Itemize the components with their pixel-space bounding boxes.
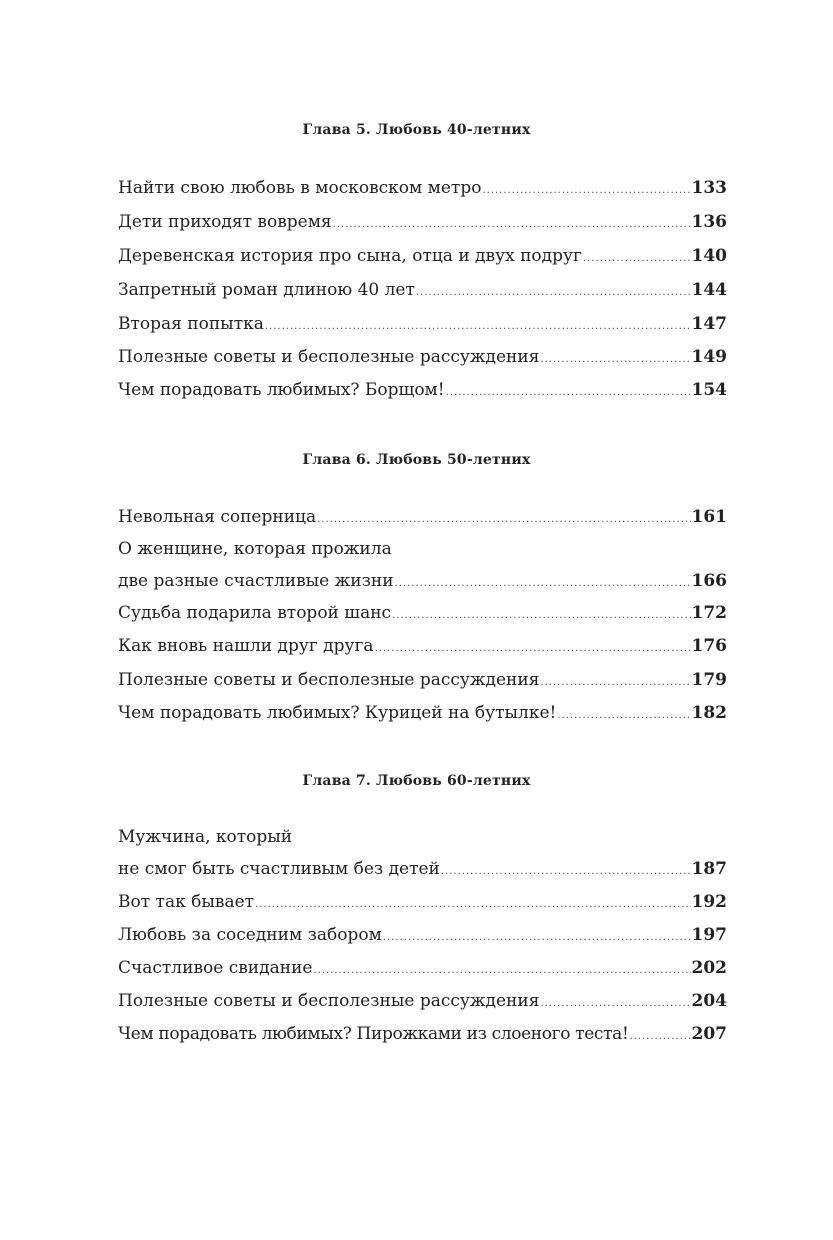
entry-title: Невольная соперница <box>118 507 317 527</box>
entry-title: Счастливое свидание <box>118 958 313 978</box>
page-number: 136 <box>691 212 727 232</box>
entry-title: Полезные советы и бесполезные рассуждения <box>118 670 540 690</box>
page-number: 144 <box>691 280 727 300</box>
page-number: 172 <box>691 603 727 623</box>
entry-title: Деревенская история про сына, отца и двух подруг <box>118 246 582 266</box>
toc-entry <box>118 378 727 402</box>
toc-entry <box>118 537 727 593</box>
toc-entry <box>118 890 727 914</box>
page-number: 154 <box>691 380 727 400</box>
toc-entry <box>118 312 727 336</box>
toc-entry <box>118 176 727 200</box>
dot-leader <box>265 315 691 339</box>
toc-entry <box>118 956 727 980</box>
page-number: 187 <box>691 859 727 879</box>
page-number: 166 <box>691 571 727 591</box>
page-number: 140 <box>691 246 727 266</box>
entry-title: Чем порадовать любимых? Пирожками из слоеного теста! <box>118 1024 629 1044</box>
chapter-title: Глава 7. Любовь 60-летних <box>302 773 531 789</box>
dot-leader <box>629 1025 690 1049</box>
page-number: 179 <box>691 670 727 690</box>
entry-title: Судьба подарила второй шанс <box>118 603 392 623</box>
toc-entry <box>118 923 727 947</box>
dot-leader <box>540 348 690 372</box>
dot-leader <box>557 704 690 728</box>
entry-title: две разные счастливые жизни <box>118 571 394 591</box>
dot-leader <box>540 671 690 695</box>
dot-leader <box>446 381 691 405</box>
entry-title: Чем порадовать любимых? Курицей на бутылке! <box>118 703 557 723</box>
page-number: 204 <box>691 991 727 1011</box>
dot-leader <box>383 926 691 950</box>
dot-leader <box>317 508 690 532</box>
chapter-title: Глава 5. Любовь 40-летних <box>302 122 531 138</box>
page-number: 202 <box>691 958 727 978</box>
page-number: 192 <box>691 892 727 912</box>
entry-title: Любовь за соседним забором <box>118 925 382 945</box>
page-number: 207 <box>691 1024 727 1044</box>
toc-entry <box>118 634 727 658</box>
entry-title: Полезные советы и бесполезные рассуждения <box>118 347 540 367</box>
toc-entry <box>118 989 727 1013</box>
entry-title: Чем порадовать любимых? Борщом! <box>118 380 445 400</box>
toc-entry <box>118 601 727 625</box>
entry-title: не смог быть счастливым без детей <box>118 859 440 879</box>
entry-title-first-line: О женщине, которая прожила <box>118 539 392 559</box>
entry-title-first-line: Мужчина, который <box>118 827 293 847</box>
toc-entry <box>118 278 727 302</box>
dot-leader <box>540 992 690 1016</box>
page-number: 133 <box>691 178 727 198</box>
page-number: 147 <box>691 314 727 334</box>
toc-entry <box>118 505 727 529</box>
toc-entry <box>118 210 727 234</box>
toc-entry <box>118 668 727 692</box>
dot-leader <box>375 637 691 661</box>
page-number: 182 <box>691 703 727 723</box>
entry-title: Как вновь нашли друг друга <box>118 636 374 656</box>
dot-leader <box>441 860 691 884</box>
chapter-title: Глава 6. Любовь 50-летних <box>302 452 531 468</box>
page-number: 149 <box>691 347 727 367</box>
dot-leader <box>313 959 690 983</box>
dot-leader <box>395 572 691 596</box>
entry-title: Запретный роман длиною 40 лет <box>118 280 415 300</box>
entry-title: Полезные советы и бесполезные рассуждения <box>118 991 540 1011</box>
dot-leader <box>255 893 690 917</box>
toc-entry <box>118 701 727 725</box>
page-number: 161 <box>691 507 727 527</box>
entry-title: Дети приходят вовремя <box>118 212 332 232</box>
toc-entry <box>118 1022 727 1046</box>
toc-entry <box>118 825 727 881</box>
dot-leader <box>333 213 691 237</box>
entry-title: Вот так бывает <box>118 892 255 912</box>
toc-entry <box>118 345 727 369</box>
dot-leader <box>416 281 691 305</box>
dot-leader <box>482 179 690 203</box>
page-number: 176 <box>691 636 727 656</box>
entry-title: Найти свою любовь в московском метро <box>118 178 482 198</box>
dot-leader <box>583 247 691 271</box>
entry-title: Вторая попытка <box>118 314 264 334</box>
dot-leader <box>392 604 690 628</box>
page-number: 197 <box>691 925 727 945</box>
toc-entry <box>118 244 727 268</box>
